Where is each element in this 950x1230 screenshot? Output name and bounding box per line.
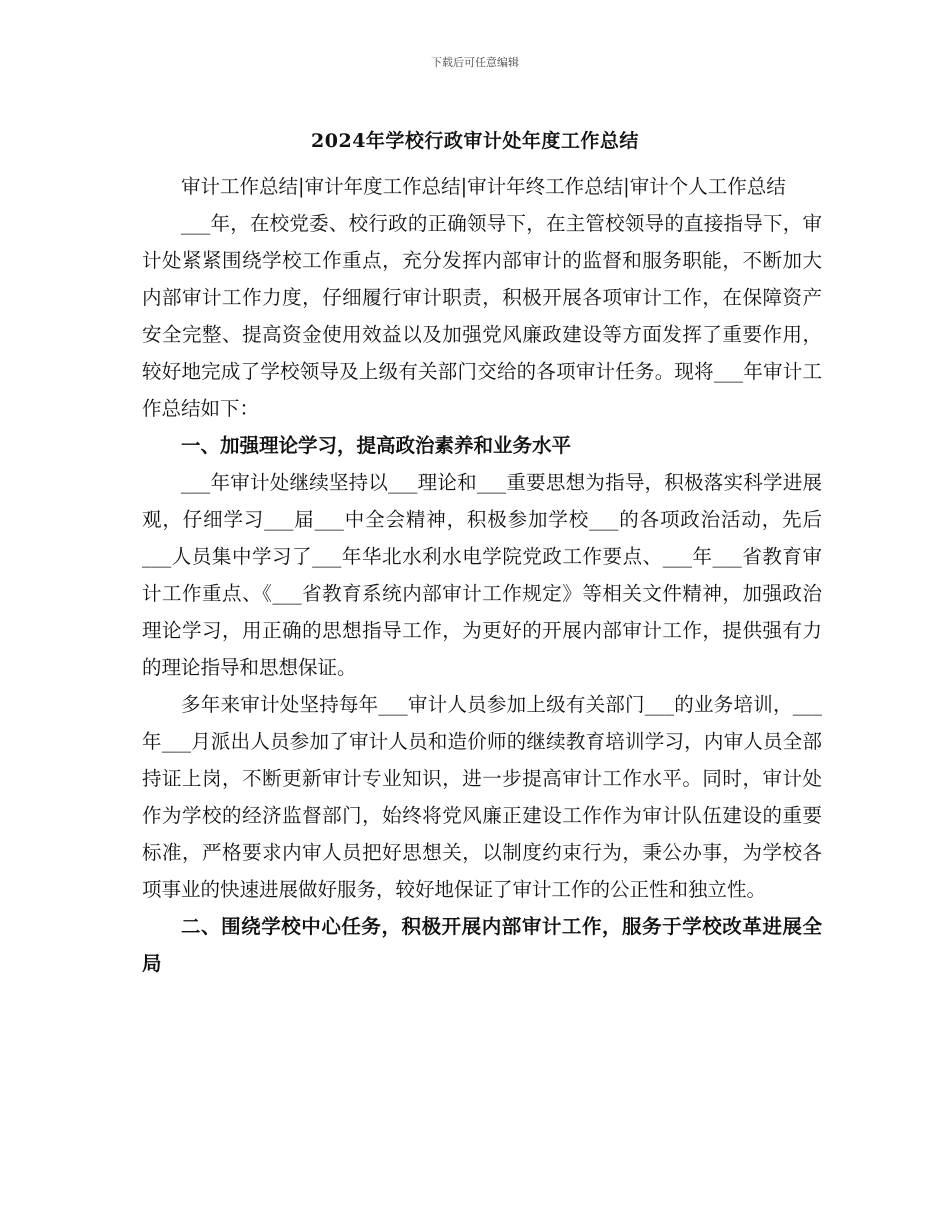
document-title: 2024年学校行政审计处年度工作总结 xyxy=(311,130,639,152)
page-header-note: 下载后可任意编辑 xyxy=(431,56,519,69)
intro-paragraph: ___年，在校党委、校行政的正确领导下，在主管校领导的直接指导下，审计处紧紧围绕学校工作重点，充分发挥内部审计的监督和服务职能，不断加大内部审计工作力度，仔细履行审计职责，积极开展各项审计工作，在保障资产安全完整、提高资金使用效益以及加强党风廉政建设等方面发挥了重要作用，较好地完成了学校领导及上级有关部门交给的各项审计任务。现将___年审计工作总结如下： xyxy=(142,212,822,420)
section-1-paragraph-1: ___年审计处继续坚持以___理论和___重要思想为指导，积极落实科学进展观，仔细学习___届___中全会精神，积极参加学校___的各项政治活动，先后___人员集中学习了___年华北水利水电学院党政工作要点、___年___省教育审计工作重点、《___省教育系统内部审计工作规定》等相关文件精神，加强政治理论学习，用正确的思想指导工作，为更好的开展内部审计工作，提供强有力的理论指导和思想保证。 xyxy=(142,471,822,679)
section-heading-2: 二、围绕学校中心任务，积极开展内部审计工作，服务于学校改革进展全局 xyxy=(142,915,822,975)
keywords-paragraph: 审计工作总结|审计年度工作总结|审计年终工作总结|审计个人工作总结 xyxy=(181,175,786,198)
section-heading-1: 一、加强理论学习，提高政治素养和业务水平 xyxy=(181,434,572,457)
section-1-paragraph-2: 多年来审计处坚持每年___审计人员参加上级有关部门___的业务培训，___年___月派出人员参加了审计人员和造价师的继续教育培训学习，内审人员全部持证上岗，不断更新审计专业知识，进一步提高审计工作水平。同时，审计处作为学校的经济监督部门，始终将党风廉正建设工作作为审计队伍建设的重要标准，严格要求内审人员把好思想关，以制度约束行为，秉公办事，为学校各项事业的快速进展做好服务，较好地保证了审计工作的公正性和独立性。 xyxy=(142,693,822,901)
document-body xyxy=(142,168,822,982)
